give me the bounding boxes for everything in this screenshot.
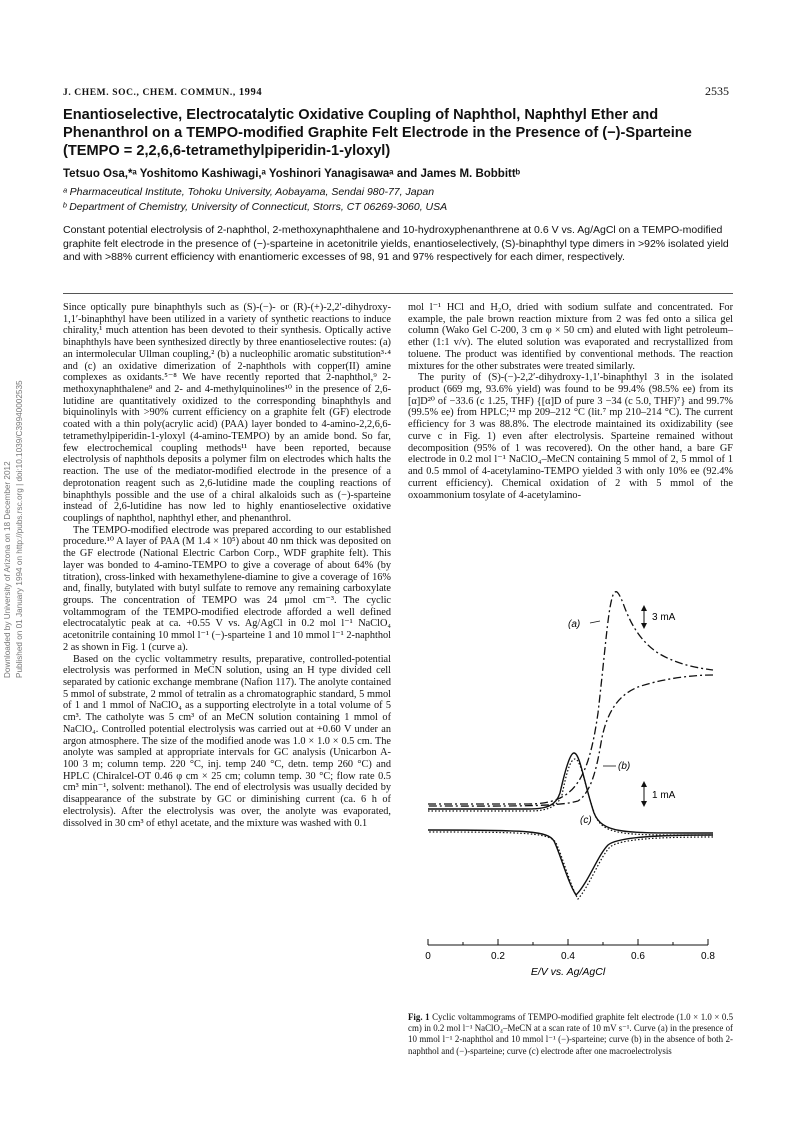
leader-a	[590, 621, 600, 623]
paragraph-electrolysis: Based on the cyclic voltammetry results, preparative, controlled-potential electrolysis was performed in MeCN solution, using an H type divided cell separated by cationic exchange membrane (Nafion 117). The anolyte contained 5 mmol of substrate, 2 mmol of tetralin as a chromatographic standard, 5 mmol of 1 and 1 mmol of NaClO₄ as a supporting electrolyte in a total volume of 5 cm³. The catholyte was 5 cm³ of an MeCN solution containing 1 mmol of NaClO₄. Controlled potential electrolysis was carried out at +0.60 V under an argon atmosphere. The size of the modified anode was 1.0 × 1.0 × 0.5 cm. The anolyte was sampled at appropriate intervals for GC analysis (Unicarbon A-100 3 m; column temp. 220 °C, inj. temp 240 °C, detn. temp 260 °C) and HPLC (Chiralcel-OT 0.46 φ cm × 25 cm; column temp. 30 °C; flow rate 0.5 cm³ min⁻¹, solvent: methanol). The end of electrolysis was usually decided by disappearance of the substrate by GC or diminishing current (ca. 6 h of electrolysis). After the electrolysis was over, the anolyte was evaporated, dissolved in 30 cm³ of ethyl acetate, and the mixture was washed with 0.1	[63, 653, 391, 829]
x-axis-ticks	[428, 939, 708, 945]
affiliation-b: ᵇ Department of Chemistry, University of Connecticut, Storrs, CT 06269-3060, USA	[63, 201, 448, 213]
scale-label-3ma: 3 mA	[652, 612, 676, 623]
section-divider	[63, 293, 733, 294]
curve-b-return	[428, 830, 713, 895]
journal-header	[63, 87, 262, 98]
published-notice[interactable]: Published on 01 January 1994 on http://pubs.rsc.org | doi:10.1039/C39940002535	[15, 380, 24, 678]
caption-text: Cyclic voltammograms of TEMPO-modified graphite felt electrode (1.0 × 1.0 × 0.5 cm) in 0.2 mol l⁻¹ NaClO₄–MeCN at a scan rate of 10 mV s⁻¹. Curve (a) in the presence of 10 mmol l⁻¹ 2-naphthol and 10 mmol l⁻¹ (−)-sparteine; curve (b) in the absence of both 2-naphthol and (−)-sparteine; curve (c) electrode after one macroelectrolysis	[408, 1012, 734, 1056]
right-column	[408, 302, 733, 501]
download-sidebar	[3, 300, 24, 680]
label-c: (c)	[580, 815, 592, 826]
figure-1	[408, 583, 733, 1013]
tick-label-0.4: 0.4	[561, 951, 575, 962]
paragraph-purity: The purity of (S)-(−)-2,2′-dihydroxy-1,1′-binaphthyl 3 in the isolated product (669 mg, 93.6% yield) was found to be 99.4% (98.5% ee) from its [α]D²⁰ of −33.6 (c 1.25, THF) {[α]D of pure 3 −34 (c 5.0, THF)⁷} and 99.7% (99.5% ee) from HPLC;¹² mp 209–212 °C (lit.⁷ mp 210–214 °C). The current efficiency for 3 was 88.8%. The electrode maintained its oxidizability (see curve c in Fig. 1) even after electrolysis. Sparteine remained without decomposition (95% of 1 was recovered). On the other hand, a bare GF electrode in 0.2 mol l⁻¹ NaClO₄–MeCN containing 5 mmol of 2, 5 mmol of 1 and 0.5 mmol of 4-acetylamino-TEMPO yielded 3 with only 10% ee (92.4% current efficiency). Chemical oxidation of 2 with 5 mmol of the oxoammonium tosylate of 4-acetylamino-	[408, 372, 733, 501]
figure-caption	[408, 1012, 733, 1057]
tick-label-0.8: 0.8	[701, 951, 715, 962]
abstract: Constant potential electrolysis of 2-naphthol, 2-methoxynaphthalene and 10-hydroxyphenanthrene at 0.6 V vs. Ag/AgCl on a TEMPO-modified graphite felt electrode in the presence of (−)-sparteine in acetonitrile yields, enantioselectively, (S)-binaphthyl type dimers in >92% isolated yield and with >88% current efficiency with enantiomeric excesses of 98, 91 and 97% respectively for each dimer, respectively.	[63, 224, 729, 264]
affiliation-a: ᵃ Pharmaceutical Institute, Tohoku University, Aobayama, Sendai 980-77, Japan	[63, 186, 435, 198]
curve-a-return	[428, 675, 713, 806]
left-column	[63, 302, 391, 829]
paragraph-intro: Since optically pure binaphthyls such as (S)-(−)- or (R)-(+)-2,2′-dihydroxy-1,1′-binaphthyl have been utilized in a variety of synthetic reactions to induce chirality,¹ much attention has been devoted to their synthesis. Optically active binaphthyls have been synthesized directly by three enantioselective routes: (a) an intermolecular Ullman coupling,² (b) a nucleophilic aromatic substitution³·⁴ and (c) an oxidative dimerization of 2-naphthols with copper(II) amine complexes as oxidants.⁵⁻⁸ We have recently reported that 2-naphthol,⁹ 2-methoxynaphthalene⁹ and 2- and 4-methylquinolines¹⁰ in the presence of 2,6-lutidine are quantitatively oxidized to the corresponding binaphthyls and biquinolinyls with >90% current efficiency on a graphite felt (GF) electrode coated with a thin poly(acrylic acid) (PAA) layer bonded to 4-amino-2,2,6,6-tetramethylpiperidin-1-yloxyl (4-amino-TEMPO) by an amide bond. So far, few electrochemical coupling methods¹¹ have been reported, because electrolysis of naphthols deposits a polymer film on electrodes which halts the reaction. The use of the mediator-modified electrode in the presence of a deprotonation reagent such as 2,6-lutidine made the coupling reactions of binaphthyls possible and the use of a chiral alkaloids such as (−)-sparteine instead of 2,6-lutidine has now led to highly enantioselective oxidative couplings of naphthol, naphthyl ether, and phenanthrol.	[63, 302, 391, 524]
label-b: (b)	[618, 761, 631, 772]
paragraph-workup: mol l⁻¹ HCl and H₂O, dried with sodium sulfate and concentrated. For example, the pale brown reaction mixture from 2 was fed onto a silica gel column (Wako Gel C-200, 3 cm φ × 50 cm) and eluted with light petroleum–ether (1:1 v/v). The eluted solution was evaporated and recrystallized from toluene. The product was identified by conventional methods. The reaction mixtures for the other substrates were treated similarly.	[408, 302, 733, 372]
page-number: 2535	[705, 84, 729, 98]
curve-c-return	[428, 832, 713, 899]
journal-name: J. CHEM. SOC., CHEM. COMMUN.,	[63, 88, 236, 98]
tick-label-0.6: 0.6	[631, 951, 645, 962]
tick-label-0: 0	[425, 951, 431, 962]
scale-label-1ma: 1 mA	[652, 790, 676, 801]
paragraph-electrode-prep: The TEMPO-modified electrode was prepared according to our established procedure.¹⁰ A layer of PAA (M 1.4 × 10⁵) about 40 nm thick was deposited on the GF electrode (National Electric Carbon Corp., WDF graphite felt). This layer was bonded to 4-amino-TEMPO to give a coverage of about 64% (by titration), cross-linked with hexamethylene-diamine to give a coverage of 16% and, finally, butylated with butyl sulfate to remove any remaining carboxylate groups. The concentration of TEMPO was 24 μmol cm⁻³. The cyclic voltammogram of the TEMPO-modified electrode afforded a well defined electrocatalytic peak at ca. +0.55 V vs. Ag/AgCl in 0.2 mol l⁻¹ NaClO₄ acetonitrile containing 10 mmol l⁻¹ (−)-sparteine 1 and 10 mmol l⁻¹ 2-naphthol 2 as shown in Fig. 1 (curve a).	[63, 524, 391, 653]
label-a: (a)	[568, 619, 581, 630]
journal-year: 1994	[238, 87, 263, 98]
x-axis-label: E/V vs. Ag/AgCl	[530, 966, 606, 978]
article-title: Enantioselective, Electrocatalytic Oxidative Coupling of Naphthol, Naphthyl Ether and Phenanthrol on a TEMPO-modified Graphite Felt Electrode in the Presence of (−)-Sparteine (TEMPO = 2,2,6,6-tetramethylpiperidin-1-yloxyl)	[63, 107, 692, 159]
caption-label: Fig. 1	[408, 1012, 430, 1022]
scale-bar-1ma	[641, 781, 676, 807]
voltammogram-plot	[408, 583, 733, 1013]
author-list: Tetsuo Osa,*ᵃ Yoshitomo Kashiwagi,ᵃ Yoshinori Yanagisawaᵃ and James M. Bobbittᵇ	[63, 168, 521, 180]
downloaded-notice: Downloaded by University of Arizona on 18 December 2012	[3, 461, 12, 678]
scale-bar-3ma	[641, 605, 676, 629]
tick-label-0.2: 0.2	[491, 951, 505, 962]
